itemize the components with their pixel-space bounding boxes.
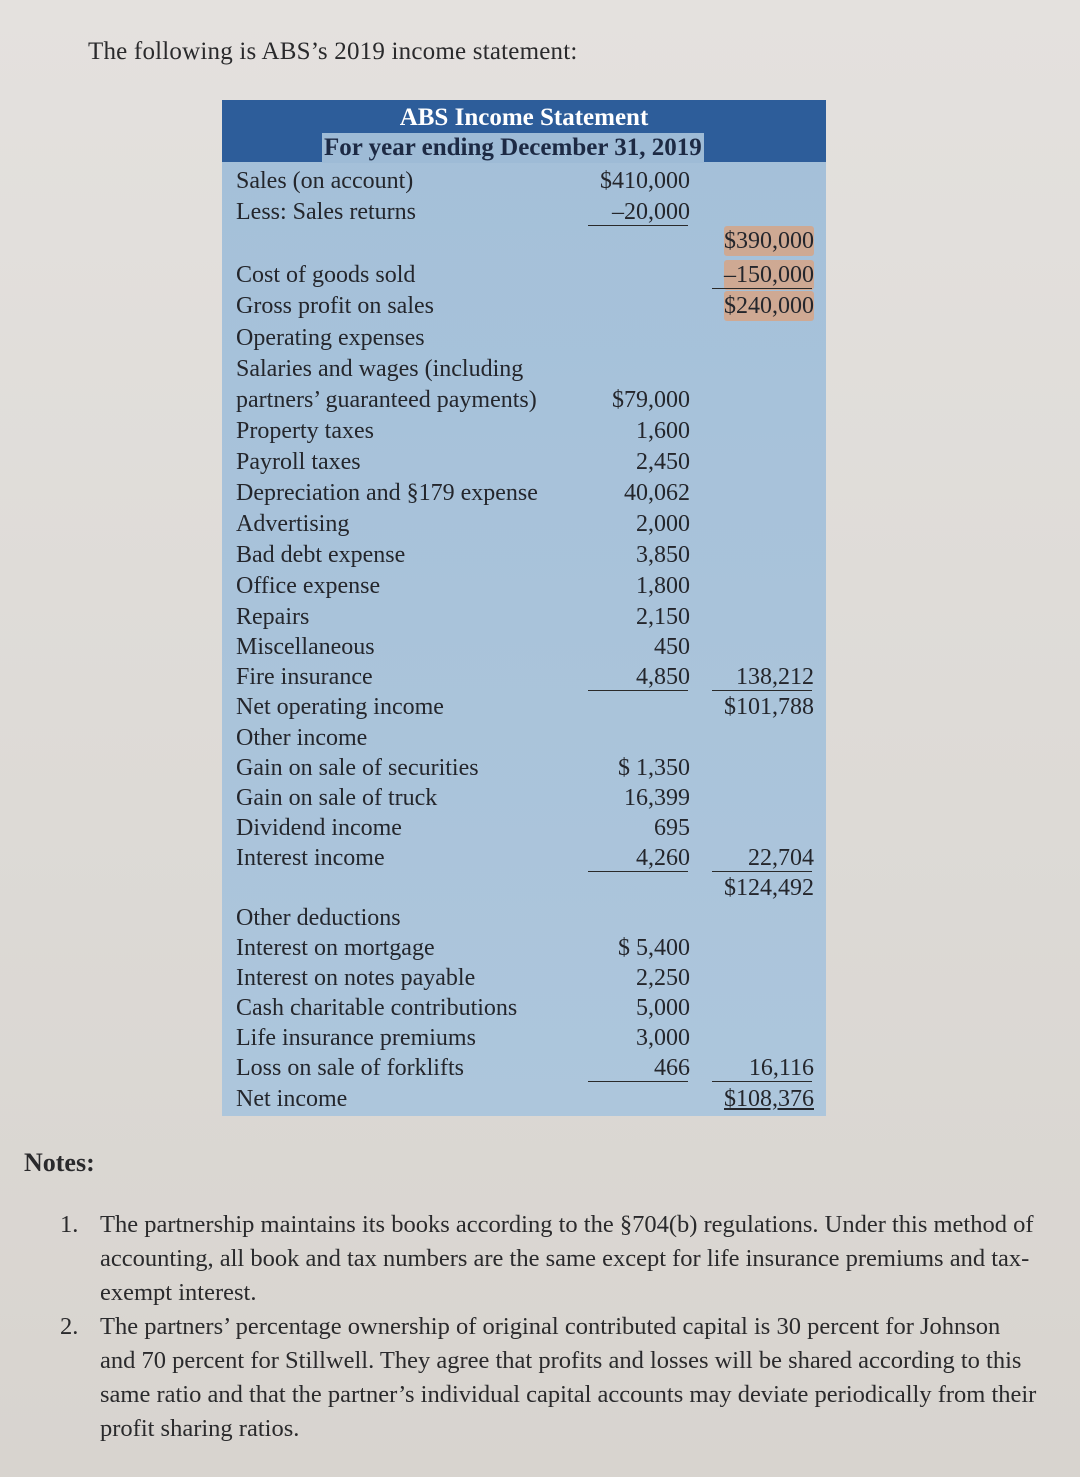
row-salaries	[222, 354, 826, 384]
row-sales-returns	[222, 197, 826, 227]
row-sales	[222, 166, 826, 196]
row-net-income	[222, 1084, 826, 1114]
row-col1: 4,850	[636, 664, 690, 690]
row-label: Advertising	[236, 511, 350, 537]
row-label: Depreciation and §179 expense	[236, 480, 538, 506]
row-label: Office expense	[236, 573, 381, 599]
row-advertising	[222, 509, 826, 539]
row-payroll-taxes	[222, 447, 826, 477]
underline	[712, 1081, 812, 1082]
row-label: Gain on sale of truck	[236, 785, 438, 811]
statement-period: For year ending December 31, 2019	[324, 134, 702, 161]
row-col1: 4,260	[636, 845, 690, 871]
underline	[588, 871, 688, 872]
row-label: Cost of goods sold	[236, 262, 416, 288]
row-label: Interest on notes payable	[236, 965, 476, 991]
row-bad-debt	[222, 540, 826, 570]
row-repairs	[222, 602, 826, 632]
row-office-expense	[222, 571, 826, 601]
notes-list	[60, 1208, 1040, 1446]
intro-text: The following is ABS’s 2019 income statement:	[88, 38, 578, 65]
row-label: Interest on mortgage	[236, 935, 435, 961]
row-label: Dividend income	[236, 815, 402, 841]
row-dividend-income	[222, 813, 826, 843]
row-label: Sales (on account)	[236, 168, 414, 194]
row-cogs	[222, 260, 826, 290]
notes-title: Notes:	[24, 1148, 95, 1177]
row-charitable	[222, 993, 826, 1023]
row-life-insurance	[222, 1023, 826, 1053]
row-operating-expenses	[222, 323, 826, 353]
row-col1: 5,000	[636, 995, 690, 1021]
row-col2: $240,000	[724, 293, 814, 319]
row-col1: $79,000	[612, 387, 690, 413]
statement-title: ABS Income Statement	[399, 104, 649, 131]
row-fire-insurance	[222, 662, 826, 692]
row-label: Cash charitable contributions	[236, 995, 518, 1021]
row-subtotal	[222, 873, 826, 903]
row-label: Gross profit on sales	[236, 293, 434, 319]
row-property-taxes	[222, 416, 826, 446]
row-col1: 2,150	[636, 604, 690, 630]
underline	[588, 1081, 688, 1082]
row-col1: 1,800	[636, 573, 690, 599]
row-interest-income	[222, 843, 826, 873]
income-statement-table	[222, 100, 826, 1116]
row-label: Operating expenses	[236, 325, 425, 351]
row-col1: 16,399	[624, 785, 690, 811]
row-label: partners’ guaranteed payments)	[236, 387, 537, 413]
underline	[712, 871, 812, 872]
row-col2: 16,116	[748, 1055, 814, 1081]
row-label: Net operating income	[236, 694, 444, 720]
note-text: The partnership maintains its books according to the §704(b) regulations. Under this method of accounting, all book and tax numbers are the same except for life insurance premiums and tax-exempt interest.	[100, 1211, 1034, 1306]
row-interest-notes	[222, 963, 826, 993]
row-guaranteed-payments	[222, 385, 826, 415]
row-depreciation	[222, 478, 826, 508]
row-col1: 2,450	[636, 449, 690, 475]
row-label: Other deductions	[236, 905, 401, 931]
note-item	[60, 1208, 1040, 1310]
row-col1: –20,000	[612, 199, 690, 225]
underline	[712, 288, 812, 289]
note-item	[60, 1310, 1040, 1446]
row-col2: 22,704	[748, 845, 814, 871]
row-net-operating-income	[222, 692, 826, 722]
row-col1: 695	[654, 815, 690, 841]
row-label: Property taxes	[236, 418, 374, 444]
row-label: Interest income	[236, 845, 385, 871]
row-other-deductions	[222, 903, 826, 933]
row-col1: 466	[654, 1055, 690, 1081]
row-label: Salaries and wages (including	[236, 356, 524, 382]
row-miscellaneous	[222, 632, 826, 662]
note-number: 1.	[60, 1211, 79, 1238]
row-label: Fire insurance	[236, 664, 373, 690]
row-col2: $390,000	[724, 228, 814, 254]
row-col1: $410,000	[600, 168, 690, 194]
row-label: Net income	[236, 1086, 348, 1112]
row-gross-profit	[222, 291, 826, 321]
row-col1: 40,062	[624, 480, 690, 506]
row-label: Gain on sale of securities	[236, 755, 479, 781]
row-label: Miscellaneous	[236, 634, 375, 660]
row-label: Less: Sales returns	[236, 199, 416, 225]
row-col1: 1,600	[636, 418, 690, 444]
row-other-income	[222, 723, 826, 753]
row-col1: $ 5,400	[618, 935, 690, 961]
row-col1: 3,000	[636, 1025, 690, 1051]
row-col2: 138,212	[736, 664, 814, 690]
row-col1: $ 1,350	[618, 755, 690, 781]
row-label: Loss on sale of forklifts	[236, 1055, 464, 1081]
row-col1: 3,850	[636, 542, 690, 568]
row-gain-truck	[222, 783, 826, 813]
row-col1: 2,000	[636, 511, 690, 537]
row-col2: $124,492	[724, 875, 814, 901]
row-col2: –150,000	[724, 262, 814, 288]
row-label: Bad debt expense	[236, 542, 406, 568]
row-col2: $108,376	[724, 1086, 814, 1112]
underline	[588, 690, 688, 691]
underline	[712, 690, 812, 691]
row-label: Payroll taxes	[236, 449, 361, 475]
row-loss-forklifts	[222, 1053, 826, 1083]
row-col1: 450	[654, 634, 690, 660]
note-text: The partners’ percentage ownership of original contributed capital is 30 percent for Johnson and 70 percent for Stillwell. They agree that profits and losses will be shared according to this same ratio and that the partner’s individual capital accounts may deviate periodically from their profit sharing ratios.	[100, 1313, 1037, 1442]
row-interest-mortgage	[222, 933, 826, 963]
row-label: Other income	[236, 725, 368, 751]
note-number: 2.	[60, 1313, 79, 1340]
statement-header	[222, 100, 826, 162]
row-col2: $101,788	[724, 694, 814, 720]
row-net-sales	[222, 226, 826, 256]
row-label: Repairs	[236, 604, 310, 630]
row-gain-securities	[222, 753, 826, 783]
row-col1: 2,250	[636, 965, 690, 991]
row-label: Life insurance premiums	[236, 1025, 476, 1051]
